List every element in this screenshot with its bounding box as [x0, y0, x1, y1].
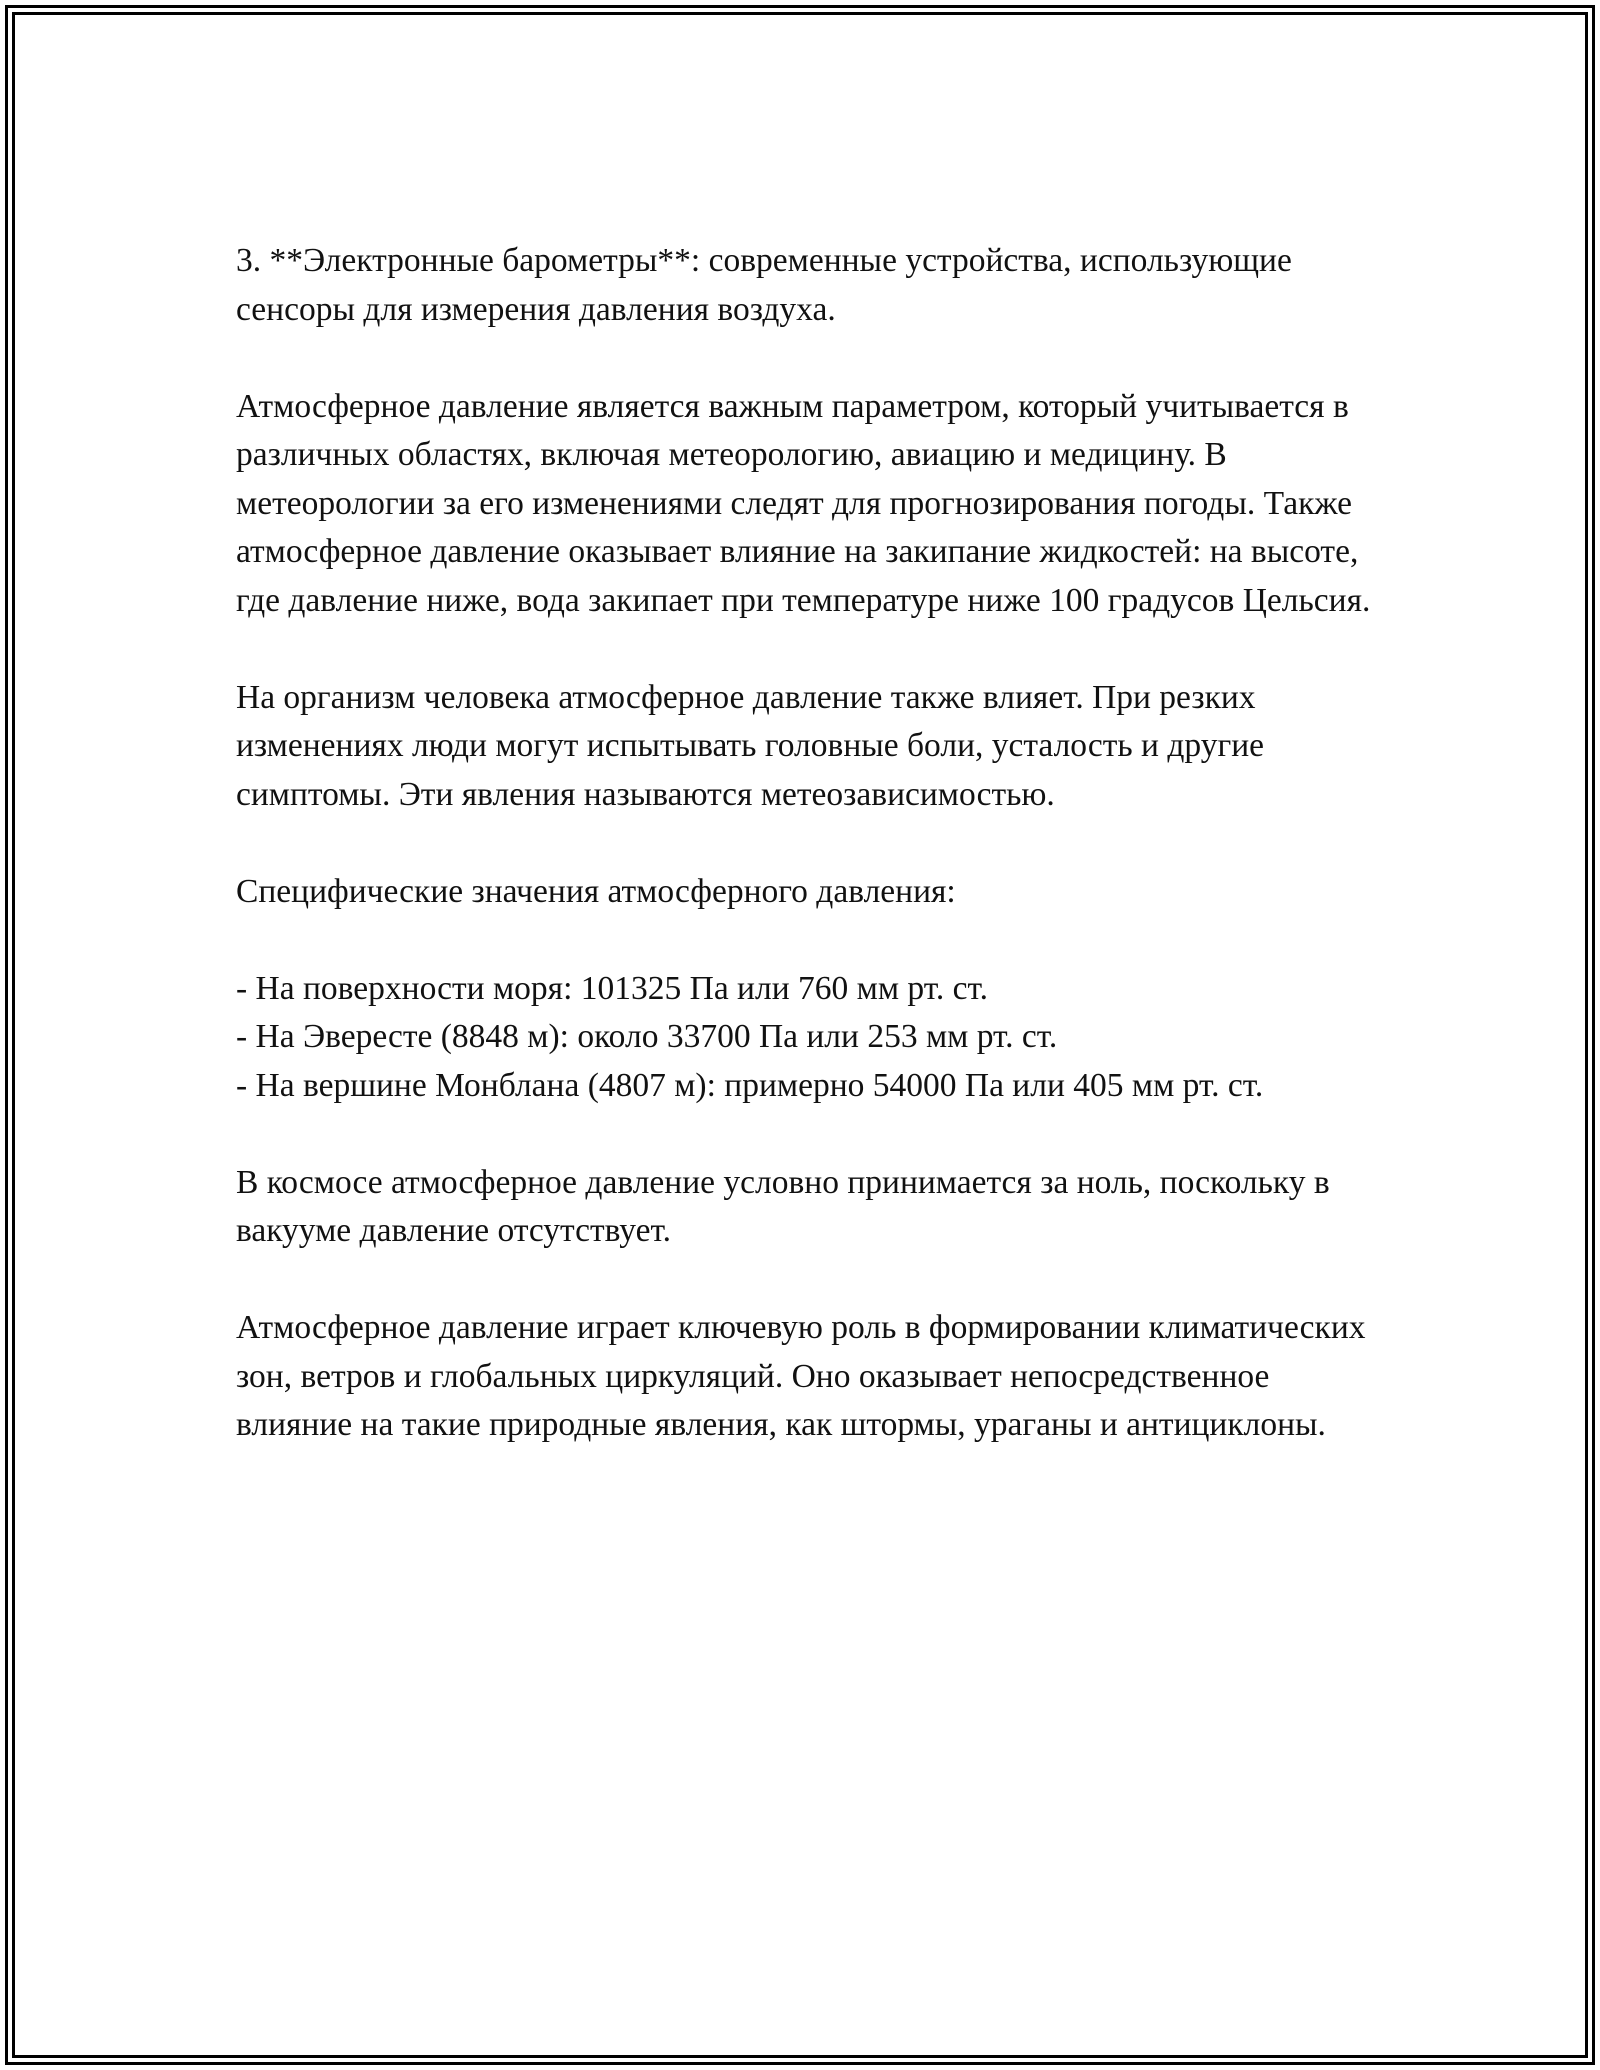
paragraph-electronic-barometers: 3. **Электронные барометры**: современные устройства, использующие сенсоры для измерения давления воздуха.: [236, 242, 1292, 328]
paragraph-human-effects: На организм человека атмосферное давление также влияет. При резких изменениях люди могут испытывать головные боли, усталость и другие симптомы. Эти явления называются метеозависимостью.: [236, 678, 1264, 813]
paragraph-space-pressure: В космосе атмосферное давление условно принимается за ноль, поскольку в вакууме давление отсутствует.: [236, 1163, 1330, 1249]
paragraph-pressure-importance: Атмосферное давление является важным параметром, который учитывается в различных областях, включая метеорологию, авиацию и медицину. В метеорологии за его изменениями следят для прогнозирования погоды. Также атмосферное давление оказывает влияние на закипание жидкостей: на высоте, где давление ниже, вода закипает при температуре ниже 100 градусов Цельсия.: [236, 387, 1371, 619]
list-item: - На вершине Монблана (4807 м): примерно 54000 Па или 405 мм рт. ст.: [236, 1066, 1264, 1104]
list-item: - На поверхности моря: 101325 Па или 760 мм рт. ст.: [236, 969, 988, 1007]
paragraph-climate-role: Атмосферное давление играет ключевую роль в формировании климатических зон, ветров и глобальных циркуляций. Оно оказывает непосредственное влияние на такие природные явления, как штормы, ураганы и антициклоны.: [236, 1309, 1366, 1443]
document-body: [236, 237, 1386, 1498]
pressure-values-list: [236, 965, 1386, 1111]
list-item: - На Эвересте (8848 м): около 33700 Па или 253 мм рт. ст.: [236, 1018, 1058, 1055]
paragraph-specific-values-heading: Специфические значения атмосферного давления:: [236, 872, 956, 910]
